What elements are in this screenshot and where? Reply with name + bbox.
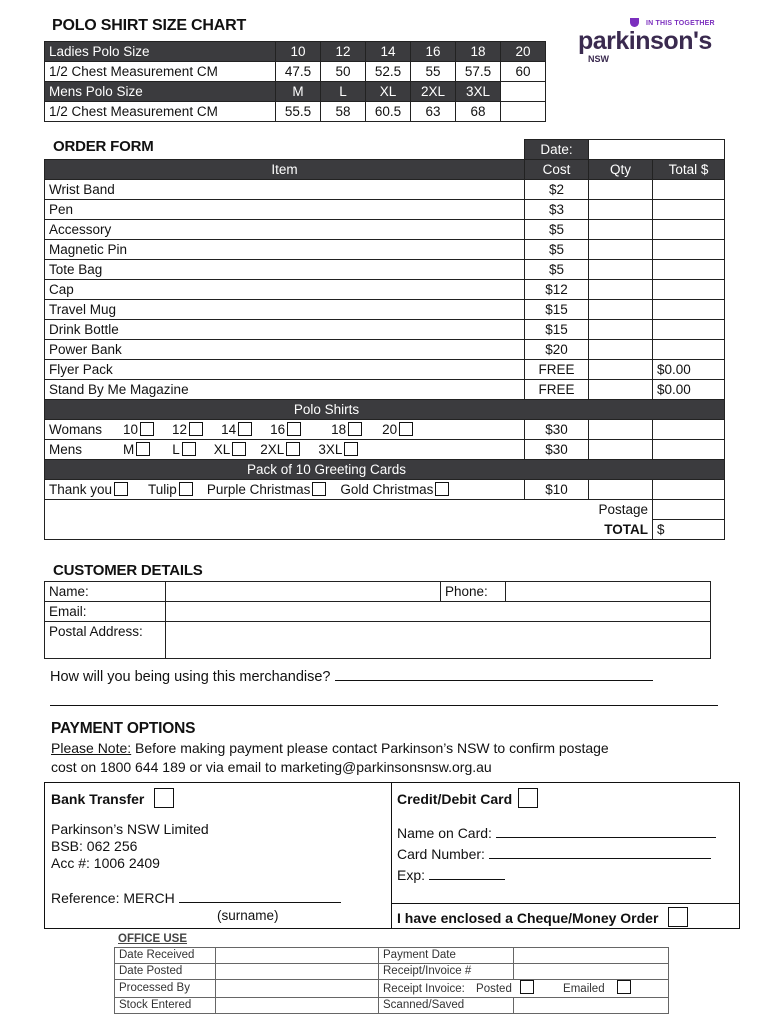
order-item-row — [45, 240, 725, 260]
expiry-label: Exp: — [397, 867, 426, 883]
mens-label: Mens — [49, 442, 83, 457]
parkinsons-nsw-logo — [578, 18, 728, 62]
ladies-chest-value: 47.5 — [276, 62, 321, 82]
womans-size-14-checkbox[interactable] — [238, 422, 252, 436]
mens-chest-value: 55.5 — [276, 102, 321, 122]
ladies-chest-row — [45, 62, 546, 82]
order-item-qty-field[interactable] — [589, 340, 653, 360]
mens-size-2xl-label: 2XL — [260, 442, 285, 457]
order-item-cost: $20 — [525, 340, 589, 360]
mens-size-xl-label: XL — [213, 442, 231, 457]
ladies-chest-value: 60 — [501, 62, 546, 82]
card-details — [397, 823, 716, 886]
cheque-checkbox[interactable] — [668, 907, 688, 927]
address-label: Postal Address: — [45, 622, 166, 659]
order-item-qty-field[interactable] — [589, 380, 653, 400]
payment-note-text: Before making payment please contact Parkinson’s NSW to confirm postage — [131, 740, 609, 756]
office-label: Scanned/Saved — [379, 998, 514, 1014]
email-field[interactable] — [166, 602, 711, 622]
card-purple-christmas-checkbox[interactable] — [312, 482, 326, 496]
grand-total-field[interactable]: $ — [653, 520, 725, 540]
womans-cost: $30 — [525, 420, 589, 440]
posted-checkbox[interactable] — [520, 980, 534, 994]
mens-polo-cell — [45, 440, 525, 460]
order-item-name: Tote Bag — [45, 260, 525, 280]
mens-polo-row — [45, 440, 725, 460]
order-item-row — [45, 280, 725, 300]
mens-size-2xl-checkbox[interactable] — [286, 442, 300, 456]
mens-size-l-label: L — [172, 442, 180, 457]
order-item-cost: $3 — [525, 200, 589, 220]
cheque-option — [397, 907, 688, 927]
cheque-divider — [391, 903, 739, 904]
usage-answer-field[interactable] — [335, 680, 653, 681]
mens-chest-row — [45, 102, 546, 122]
order-item-qty-field[interactable] — [589, 320, 653, 340]
mens-chest-value: 68 — [456, 102, 501, 122]
bank-bsb: BSB: 062 256 — [51, 838, 138, 854]
womans-size-12-checkbox[interactable] — [189, 422, 203, 436]
ladies-size-row — [45, 42, 546, 62]
cards-cost: $10 — [525, 480, 589, 500]
date-row — [45, 140, 725, 160]
cards-section-label: Pack of 10 Greeting Cards — [45, 460, 725, 480]
ladies-chest-value: 50 — [321, 62, 366, 82]
order-item-row — [45, 200, 725, 220]
name-on-card-field[interactable] — [496, 837, 716, 838]
order-item-total-field[interactable] — [653, 340, 725, 360]
womans-size-20-label: 20 — [382, 422, 398, 437]
order-item-qty-field[interactable] — [589, 280, 653, 300]
office-row — [115, 964, 669, 980]
grand-total-row — [45, 520, 725, 540]
size-chart-title: POLO SHIRT SIZE CHART — [52, 17, 247, 34]
womans-size-20-checkbox[interactable] — [399, 422, 413, 436]
customer-details-table — [44, 581, 711, 659]
order-item-qty-field[interactable] — [589, 220, 653, 240]
reference-row — [51, 890, 341, 906]
office-label: Receipt Invoice: — [383, 983, 465, 995]
order-item-name: Power Bank — [45, 340, 525, 360]
womans-size-12-label: 12 — [172, 422, 188, 437]
ladies-chest-value: 57.5 — [456, 62, 501, 82]
mens-qty-field[interactable] — [589, 440, 653, 460]
cards-section-row — [45, 460, 725, 480]
womans-qty-field[interactable] — [589, 420, 653, 440]
order-item-total-field[interactable] — [653, 200, 725, 220]
order-item-total-field[interactable] — [653, 180, 725, 200]
reference-label: Reference: MERCH — [51, 890, 175, 906]
order-item-total-field[interactable] — [653, 220, 725, 240]
order-item-qty-field[interactable] — [589, 240, 653, 260]
mens-size-2xl: 2XL — [411, 82, 456, 102]
order-item-qty-field[interactable] — [589, 200, 653, 220]
womans-size-14-label: 14 — [221, 422, 237, 437]
order-item-row — [45, 220, 725, 240]
polo-section-row — [45, 400, 725, 420]
ladies-chest-value: 55 — [411, 62, 456, 82]
name-label: Name: — [45, 582, 166, 602]
ladies-size-10: 10 — [276, 42, 321, 62]
order-item-qty-field[interactable] — [589, 180, 653, 200]
payment-box — [44, 782, 740, 929]
card-purple-christmas-label: Purple Christmas — [206, 482, 311, 497]
usage-question-label: How will you being using this merchandise? — [50, 669, 331, 685]
postage-field[interactable] — [653, 500, 725, 520]
address-row — [45, 622, 711, 659]
card-tulip-checkbox[interactable] — [179, 482, 193, 496]
office-field[interactable] — [216, 964, 379, 980]
womans-size-10-label: 10 — [123, 422, 139, 437]
qty-header: Qty — [589, 160, 653, 180]
payment-note — [51, 739, 609, 777]
order-item-cost: $5 — [525, 240, 589, 260]
order-item-cost: $5 — [525, 260, 589, 280]
ladies-size-14: 14 — [366, 42, 411, 62]
mens-cost: $30 — [525, 440, 589, 460]
order-item-name: Pen — [45, 200, 525, 220]
womans-size-18-checkbox[interactable] — [348, 422, 362, 436]
mens-size-3xl-label: 3XL — [318, 442, 343, 457]
posted-label: Posted — [476, 983, 512, 995]
womans-size-options — [123, 422, 413, 437]
order-item-total-field[interactable] — [653, 320, 725, 340]
order-header-row — [45, 160, 725, 180]
surname-hint: (surname) — [217, 908, 279, 923]
womans-label: Womans — [49, 422, 103, 437]
order-form-title: ORDER FORM — [53, 138, 154, 155]
mens-size-xl-checkbox[interactable] — [232, 442, 246, 456]
mens-size-label: Mens Polo Size — [45, 82, 276, 102]
ladies-size-16: 16 — [411, 42, 456, 62]
womans-size-16-label: 16 — [270, 422, 286, 437]
order-item-rows — [45, 180, 725, 400]
office-row — [115, 980, 669, 998]
logo-tagline: IN THIS TOGETHER — [646, 20, 715, 27]
cards-qty-field[interactable] — [589, 480, 653, 500]
postage-label: Postage — [45, 500, 653, 520]
payment-divider — [391, 783, 392, 928]
polo-section-label: Polo Shirts — [45, 400, 725, 420]
credit-card-checkbox[interactable] — [518, 788, 538, 808]
bank-account-number: Acc #: 1006 2409 — [51, 855, 160, 871]
phone-field[interactable] — [506, 582, 711, 602]
ladies-chest-value: 52.5 — [366, 62, 411, 82]
usage-answer-line-2[interactable] — [50, 705, 718, 706]
office-label: Receipt/Invoice # — [379, 964, 514, 980]
order-item-row — [45, 360, 725, 380]
usage-question — [50, 669, 653, 685]
office-field[interactable] — [514, 964, 669, 980]
reference-surname-field[interactable] — [179, 902, 341, 903]
mens-chest-value: 60.5 — [366, 102, 411, 122]
order-item-total-field[interactable] — [653, 300, 725, 320]
order-item-total-field[interactable] — [653, 260, 725, 280]
bank-transfer-checkbox[interactable] — [154, 788, 174, 808]
office-field[interactable] — [514, 948, 669, 964]
order-item-name: Wrist Band — [45, 180, 525, 200]
date-field[interactable] — [589, 140, 725, 160]
order-item-row — [45, 380, 725, 400]
total-header: Total $ — [653, 160, 725, 180]
order-item-name: Accessory — [45, 220, 525, 240]
order-item-total-field[interactable] — [653, 240, 725, 260]
office-label: Stock Entered — [115, 998, 216, 1014]
order-item-row — [45, 260, 725, 280]
womans-size-10-checkbox[interactable] — [140, 422, 154, 436]
order-item-name: Stand By Me Magazine — [45, 380, 525, 400]
payment-options-title: PAYMENT OPTIONS — [51, 720, 196, 737]
logo-heart-icon — [630, 18, 639, 27]
order-item-qty-field[interactable] — [589, 360, 653, 380]
order-item-name: Magnetic Pin — [45, 240, 525, 260]
postage-row — [45, 500, 725, 520]
order-item-row — [45, 320, 725, 340]
order-item-row — [45, 340, 725, 360]
mens-size-m-label: M — [123, 442, 135, 457]
order-item-name: Cap — [45, 280, 525, 300]
mens-size-xl: XL — [366, 82, 411, 102]
womans-polo-row — [45, 420, 725, 440]
office-use-table — [114, 947, 669, 1014]
mens-chest-label: 1/2 Chest Measurement CM — [45, 102, 276, 122]
ladies-size-label: Ladies Polo Size — [45, 42, 276, 62]
grand-total-label: TOTAL — [45, 520, 653, 540]
order-item-name: Drink Bottle — [45, 320, 525, 340]
item-header: Item — [45, 160, 525, 180]
name-field[interactable] — [166, 582, 441, 602]
office-field[interactable] — [514, 998, 669, 1014]
ladies-chest-label: 1/2 Chest Measurement CM — [45, 62, 276, 82]
cards-options-cell — [45, 480, 525, 500]
mens-size-row — [45, 82, 546, 102]
womans-polo-cell — [45, 420, 525, 440]
order-item-name: Flyer Pack — [45, 360, 525, 380]
mens-size-m-checkbox[interactable] — [136, 442, 150, 456]
office-label: Payment Date — [379, 948, 514, 964]
order-item-total-field[interactable]: $0.00 — [653, 380, 725, 400]
mens-chest-value: 63 — [411, 102, 456, 122]
address-field[interactable] — [166, 622, 711, 659]
ladies-size-18: 18 — [456, 42, 501, 62]
card-thank-you-label: Thank you — [49, 482, 113, 497]
mens-size-l-checkbox[interactable] — [182, 442, 196, 456]
office-label: Processed By — [115, 980, 216, 998]
order-item-name: Travel Mug — [45, 300, 525, 320]
office-field[interactable] — [216, 948, 379, 964]
phone-label: Phone: — [441, 582, 506, 602]
order-item-cost: $15 — [525, 320, 589, 340]
office-field[interactable] — [216, 980, 379, 998]
size-chart-table — [44, 41, 546, 122]
order-item-cost: FREE — [525, 360, 589, 380]
order-item-cost: $2 — [525, 180, 589, 200]
mens-chest-value: 58 — [321, 102, 366, 122]
date-label: Date: — [525, 140, 589, 160]
credit-card-option — [397, 788, 538, 808]
card-gold-christmas-checkbox[interactable] — [435, 482, 449, 496]
office-row — [115, 998, 669, 1014]
cards-row — [45, 480, 725, 500]
card-tulip-label: Tulip — [148, 482, 177, 497]
office-label: Date Posted — [115, 964, 216, 980]
mens-size-l: L — [321, 82, 366, 102]
payment-note-label: Please Note: — [51, 740, 132, 756]
customer-details-title: CUSTOMER DETAILS — [53, 562, 203, 579]
order-item-cost: $12 — [525, 280, 589, 300]
order-item-total-field[interactable]: $0.00 — [653, 360, 725, 380]
cheque-label: I have enclosed a Cheque/Money Order — [397, 910, 659, 926]
order-item-cost: FREE — [525, 380, 589, 400]
mens-total-field[interactable] — [653, 440, 725, 460]
order-item-total-field[interactable] — [653, 280, 725, 300]
mens-size-m: M — [276, 82, 321, 102]
order-item-cost: $15 — [525, 300, 589, 320]
order-item-row — [45, 180, 725, 200]
cards-total-field[interactable] — [653, 480, 725, 500]
bank-details — [51, 821, 209, 872]
mens-size-3xl-checkbox[interactable] — [344, 442, 358, 456]
credit-card-label: Credit/Debit Card — [397, 791, 513, 807]
bank-transfer-label: Bank Transfer — [51, 791, 145, 807]
card-number-field[interactable] — [489, 858, 711, 859]
order-item-cost: $5 — [525, 220, 589, 240]
card-number-label: Card Number: — [397, 846, 485, 862]
bank-transfer-option — [51, 788, 174, 808]
cost-header: Cost — [525, 160, 589, 180]
order-item-qty-field[interactable] — [589, 300, 653, 320]
email-row — [45, 602, 711, 622]
order-form-table — [44, 139, 725, 540]
name-phone-row — [45, 582, 711, 602]
payment-note-line-2: cost on 1800 644 189 or via email to marketing@parkinsonsnsw.org.au — [51, 759, 492, 775]
receipt-invoice-cell — [379, 980, 669, 998]
bank-account-name: Parkinson’s NSW Limited — [51, 821, 209, 837]
womans-size-16-checkbox[interactable] — [287, 422, 301, 436]
womans-size-18-label: 18 — [331, 422, 347, 437]
emailed-label: Emailed — [563, 983, 605, 995]
ladies-size-12: 12 — [321, 42, 366, 62]
email-label: Email: — [45, 602, 166, 622]
womans-total-field[interactable] — [653, 420, 725, 440]
expiry-field[interactable] — [429, 879, 505, 880]
office-label: Date Received — [115, 948, 216, 964]
logo-wordmark: parkinson's — [578, 27, 712, 55]
mens-size-3xl: 3XL — [456, 82, 501, 102]
emailed-checkbox[interactable] — [617, 980, 631, 994]
ladies-size-20: 20 — [501, 42, 546, 62]
office-field[interactable] — [216, 998, 379, 1014]
mens-size-empty — [501, 82, 546, 102]
order-item-row — [45, 300, 725, 320]
card-thank-you-checkbox[interactable] — [114, 482, 128, 496]
order-item-qty-field[interactable] — [589, 260, 653, 280]
office-row — [115, 948, 669, 964]
card-gold-christmas-label: Gold Christmas — [340, 482, 434, 497]
name-on-card-label: Name on Card: — [397, 825, 492, 841]
office-use-title: OFFICE USE — [118, 933, 188, 945]
logo-region: NSW — [588, 54, 609, 64]
mens-chest-empty — [501, 102, 546, 122]
